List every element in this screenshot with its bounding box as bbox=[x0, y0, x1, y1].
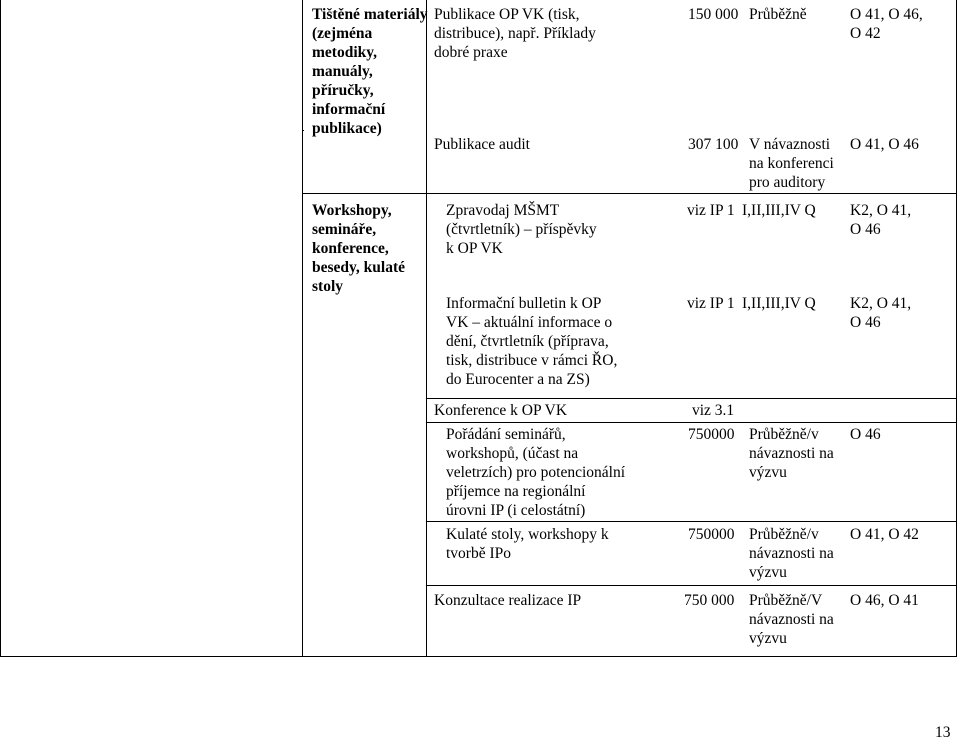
budget-cell: 750000 bbox=[688, 426, 735, 443]
budget-cell: viz IP 1 bbox=[687, 202, 735, 219]
budget-cell: 750 000 bbox=[684, 592, 735, 609]
goals-cell: K2, O 41, O 46 bbox=[850, 202, 912, 238]
goals-cell: K2, O 41, O 46 bbox=[850, 295, 912, 331]
timing-cell: I,II,III,IV Q bbox=[742, 295, 816, 312]
activity-cell: Publikace OP VK (tisk, distribuce), např. Příklady dobré praxe bbox=[434, 6, 596, 61]
budget-cell: 307 100 bbox=[688, 136, 739, 153]
category-cell: Tištěné materiály (zejména metodiky, manuály, příručky, informační publikace) bbox=[312, 6, 428, 137]
goals-cell: O 46, O 41 bbox=[850, 592, 919, 609]
timing-cell: Průběžně bbox=[749, 6, 807, 23]
activity-cell: Konference k OP VK bbox=[434, 402, 568, 419]
goals-cell: O 41, O 46, O 42 bbox=[850, 6, 923, 42]
timing-cell: Průběžně/v návaznosti na výzvu bbox=[749, 426, 834, 481]
activity-cell: Konzultace realizace IP bbox=[434, 592, 582, 609]
budget-cell: viz IP 1 bbox=[687, 295, 735, 312]
page-number: 13 bbox=[935, 724, 951, 741]
category-cell: Workshopy, semináře, konference, besedy, kulaté stoly bbox=[312, 202, 406, 295]
timing-cell: Průběžně/v návaznosti na výzvu bbox=[749, 526, 834, 581]
activity-cell: Informační bulletin k OP VK – aktuální informace o dění, čtvrtletník (příprava, tisk, distribuce v rámci ŘO, do Eurocenter a na ZS) bbox=[446, 295, 618, 388]
budget-cell: 750000 bbox=[688, 526, 735, 543]
activity-cell: Publikace audit bbox=[434, 136, 530, 153]
goals-cell: O 41, O 42 bbox=[850, 526, 919, 543]
timing-cell: Průběžně/V návaznosti na výzvu bbox=[749, 592, 834, 647]
timing-cell: V návaznosti na konferenci pro auditory bbox=[749, 136, 834, 191]
activity-cell: Pořádání seminářů, workshopů, (účast na veletrzích) pro potencionální příjemce na regionální úrovni IP (i celostátní) bbox=[446, 426, 626, 519]
activity-cell: Kulaté stoly, workshopy k tvorbě IPo bbox=[446, 526, 609, 562]
budget-cell: viz 3.1 bbox=[692, 402, 735, 419]
activity-cell: Zpravodaj MŠMT (čtvrtletník) – příspěvky k OP VK bbox=[446, 202, 597, 257]
goals-cell: O 41, O 46 bbox=[850, 136, 919, 153]
budget-cell: 150 000 bbox=[688, 6, 739, 23]
timing-cell: I,II,III,IV Q bbox=[742, 202, 816, 219]
goals-cell: O 46 bbox=[850, 426, 881, 443]
